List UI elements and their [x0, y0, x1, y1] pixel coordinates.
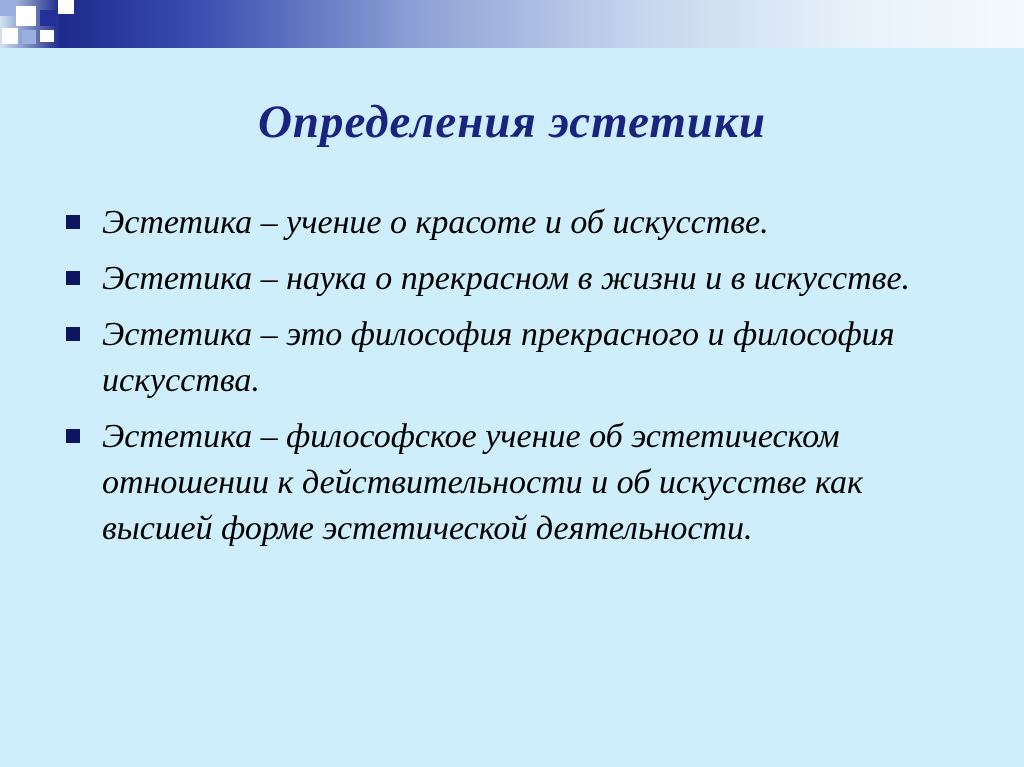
square-bullet-icon — [66, 327, 80, 341]
corner-decoration-square — [2, 28, 18, 44]
list-item — [62, 414, 982, 552]
corner-decoration-square — [40, 10, 56, 26]
square-bullet-icon — [66, 429, 80, 443]
corner-decoration-square — [0, 0, 16, 16]
corner-decoration-square — [58, 0, 74, 14]
corner-decoration-square — [40, 30, 54, 42]
corner-decoration-square — [22, 30, 36, 44]
definition-text: Эстетика – философское учение об эстетическом отношении к действительности и об искусстве как высшей форме эстетической деятельности. — [102, 418, 863, 547]
header-gradient-band — [0, 0, 1024, 48]
definition-text: Эстетика – наука о прекрасном в жизни и в искусстве. — [102, 260, 911, 297]
list-item — [62, 256, 982, 302]
square-bullet-icon — [66, 271, 80, 285]
list-item — [62, 200, 982, 246]
list-item — [62, 312, 982, 404]
slide-title: Определения эстетики — [257, 96, 767, 148]
definition-text: Эстетика – учение о красоте и об искусстве. — [102, 204, 769, 241]
square-bullet-icon — [66, 215, 80, 229]
definitions-list — [62, 200, 982, 562]
corner-decoration-square — [16, 6, 36, 26]
definition-text: Эстетика – это философия прекрасного и философия искусства. — [102, 316, 895, 399]
